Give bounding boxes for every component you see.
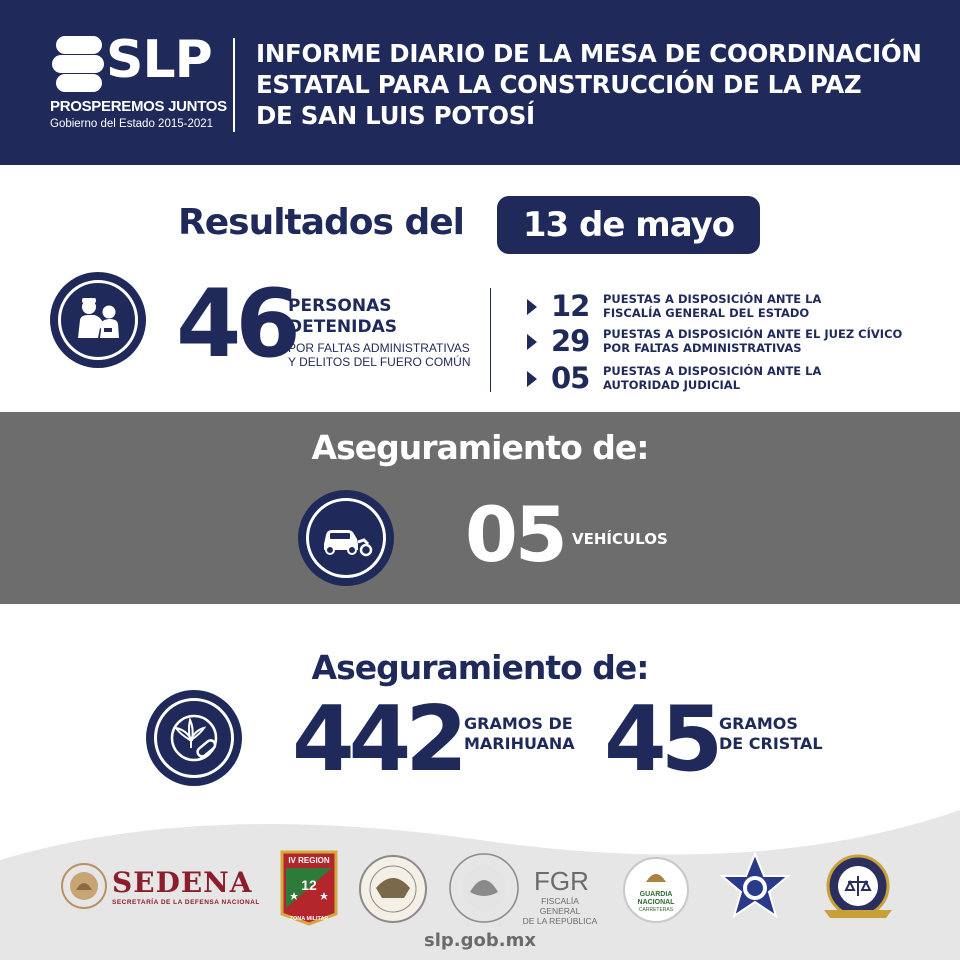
guardia-line-2: NACIONAL	[637, 899, 675, 906]
arrow-right-icon	[527, 334, 537, 350]
vehicles-heading: Aseguramiento de:	[311, 428, 649, 467]
slp-logo-mark	[52, 36, 114, 92]
arrest-icon	[50, 272, 146, 368]
breakdown-text: PUESTAS A DISPOSICIÓN ANTE LA FISCALÍA GENERAL DEL ESTADO	[603, 292, 822, 320]
marihuana-label: GRAMOS DE MARIHUANA	[464, 714, 575, 753]
results-date-badge: 13 de mayo	[497, 196, 760, 254]
cristal-label: GRAMOS DE CRISTAL	[719, 714, 823, 753]
arrow-right-icon	[527, 371, 537, 387]
region-top-text: IV REGION	[288, 856, 330, 865]
breakdown-text: PUESTAS A DISPOSICIÓN ANTE LA AUTORIDAD JUDICIAL	[603, 364, 822, 392]
results-label: Resultados del	[178, 202, 465, 243]
drugs-heading: Aseguramiento de:	[311, 648, 649, 687]
sedena-logo-text: SEDENA	[112, 866, 253, 899]
slp-logo-text: SLP	[106, 30, 212, 90]
cristal-count: 45	[604, 687, 718, 792]
region-num-text: 12	[301, 877, 317, 893]
header-banner	[0, 0, 960, 165]
report-title: INFORME DIARIO DE LA MESA DE COORDINACIÓN ESTATAL PARA LA CONSTRUCCIÓN DE LA PAZ DE SAN LUIS POTOSÍ	[256, 39, 922, 130]
escudo-nacional-icon	[448, 852, 520, 924]
arrow-right-icon	[527, 299, 537, 315]
mexico-seal-icon	[60, 862, 108, 910]
section-divider	[490, 288, 491, 392]
detained-count: 46	[176, 270, 295, 379]
vehicle-icon	[298, 490, 394, 586]
vehicles-count: 05	[465, 490, 565, 579]
detained-label: PERSONAS DETENIDAS	[288, 296, 397, 337]
breakdown-count: 05	[551, 361, 590, 395]
breakdown-count: 12	[551, 289, 590, 323]
logo-tagline: PROSPEREMOS JUNTOS	[50, 98, 227, 115]
police-star-badge-icon	[718, 852, 792, 926]
guardia-line-1: GUARDIA	[639, 891, 673, 898]
marihuana-count: 442	[292, 687, 462, 792]
guardia-carreteras-seal-icon	[622, 856, 690, 924]
zona-militar-badge	[280, 850, 338, 926]
breakdown-text: PUESTAS A DISPOSICIÓN ANTE EL JUEZ CÍVICO POR FALTAS ADMINISTRATIVAS	[603, 327, 903, 355]
sedena-subtitle: SECRETARÍA DE LA DEFENSA NACIONAL	[112, 899, 260, 906]
fgr-subtitle: FISCALÍA GENERAL DE LA REPÚBLICA	[522, 896, 598, 926]
guardia-line-3: CARRETERAS	[638, 907, 674, 913]
fgr-logo-text: FGR	[534, 866, 589, 896]
detained-sublabel: POR FALTAS ADMINISTRATIVAS Y DELITOS DEL FUERO COMÚN	[288, 341, 471, 369]
guardia-nacional-seal-icon	[358, 854, 428, 924]
drugs-icon	[146, 690, 242, 786]
website-url[interactable]: slp.gob.mx	[424, 930, 536, 951]
breakdown-count: 29	[551, 324, 590, 358]
region-bottom-text: ZONA MILITAR	[289, 916, 329, 922]
logo-gobierno: Gobierno del Estado 2015-2021	[50, 118, 214, 130]
fiscalia-estado-seal-icon	[818, 852, 898, 926]
header-divider	[233, 38, 235, 132]
vehicles-label: VEHÍCULOS	[572, 530, 668, 548]
